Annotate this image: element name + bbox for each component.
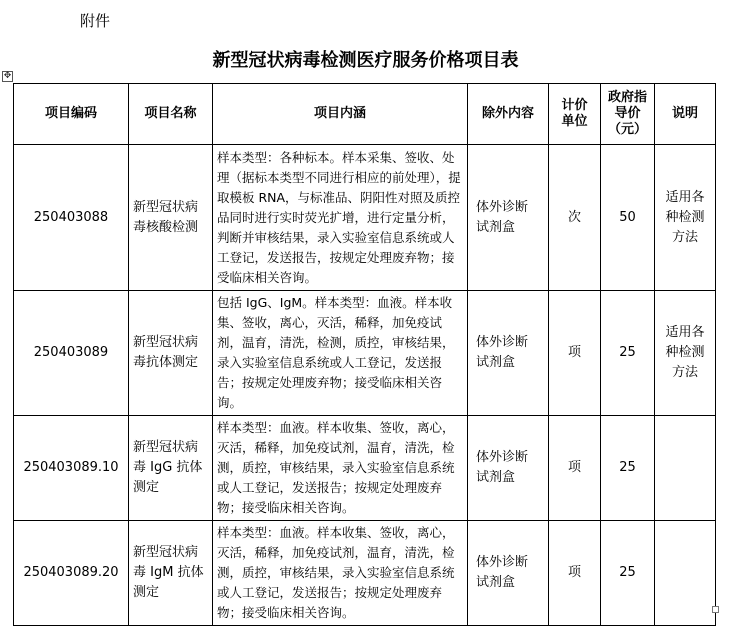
header-content: 项目内涵 (213, 84, 468, 145)
cell-content: 样本类型：血液。样本收集、签收，离心，灭活，稀释，加免疫试剂，温育，清洗，检测，质控，审核结果，录入实验室信息系统或人工登记，发送报告；按规定处理废弃物；接受临床相关咨询。 (213, 416, 468, 521)
header-unit: 计价单位 (549, 84, 601, 145)
cell-price: 25 (601, 416, 655, 521)
header-price: 政府指导价（元） (601, 84, 655, 145)
header-note: 说明 (655, 84, 716, 145)
price-table (13, 83, 716, 626)
cell-name: 新型冠状病毒核酸检测 (129, 145, 213, 291)
cell-content: 样本类型：各种标本。样本采集、签收、处理（据标本类型不同进行相应的前处理），提取模板 RNA，与标准品、阴阳性对照及质控品同时进行实时荧光扩增，进行定量分析，判断并审核结果，录入实验室信息系统或人工登记，发送报告，按规定处理废弃物；接受临床相关咨询。 (213, 145, 468, 291)
cell-note: 适用各种检测方法 (655, 145, 716, 291)
cell-name: 新型冠状病毒 IgG 抗体测定 (129, 416, 213, 521)
table-row (14, 416, 716, 521)
cell-content: 包括 IgG、IgM。样本类型：血液。样本收集、签收，离心，灭活，稀释，加免疫试剂，温育，清洗，检测，质控，审核结果，录入实验室信息系统或人工登记，发送报告；按规定处理废弃物；接受临床相关咨询。 (213, 291, 468, 416)
header-code: 项目编码 (14, 84, 129, 145)
cell-code: 250403089 (14, 291, 129, 416)
cell-unit: 项 (549, 416, 601, 521)
table-resize-handle[interactable] (712, 606, 719, 613)
cell-excluded: 体外诊断试剂盒 (468, 521, 549, 626)
cell-unit: 项 (549, 521, 601, 626)
cell-code: 250403089.10 (14, 416, 129, 521)
header-name: 项目名称 (129, 84, 213, 145)
table-move-handle-icon[interactable]: ✥ (3, 71, 12, 81)
cell-note (655, 521, 716, 626)
table-row (14, 291, 716, 416)
cell-excluded: 体外诊断试剂盒 (468, 145, 549, 291)
cell-note (655, 416, 716, 521)
cell-price: 25 (601, 291, 655, 416)
cell-code: 250403088 (14, 145, 129, 291)
header-excluded: 除外内容 (468, 84, 549, 145)
cell-price: 25 (601, 521, 655, 626)
attachment-label: 附件 (80, 12, 111, 30)
cell-unit: 次 (549, 145, 601, 291)
table-header-row (14, 84, 716, 145)
cell-name: 新型冠状病毒抗体测定 (129, 291, 213, 416)
table-row (14, 145, 716, 291)
cell-name: 新型冠状病毒 IgM 抗体测定 (129, 521, 213, 626)
cell-code: 250403089.20 (14, 521, 129, 626)
cell-excluded: 体外诊断试剂盒 (468, 291, 549, 416)
cell-content: 样本类型：血液。样本收集、签收，离心，灭活，稀释，加免疫试剂，温育，清洗，检测，质控，审核结果，录入实验室信息系统或人工登记，发送报告；按规定处理废弃物；接受临床相关咨询。 (213, 521, 468, 626)
cell-note: 适用各种检测方法 (655, 291, 716, 416)
cell-excluded: 体外诊断试剂盒 (468, 416, 549, 521)
cell-unit: 项 (549, 291, 601, 416)
cell-price: 50 (601, 145, 655, 291)
table-row (14, 521, 716, 626)
document-title: 新型冠状病毒检测医疗服务价格项目表 (212, 50, 519, 71)
